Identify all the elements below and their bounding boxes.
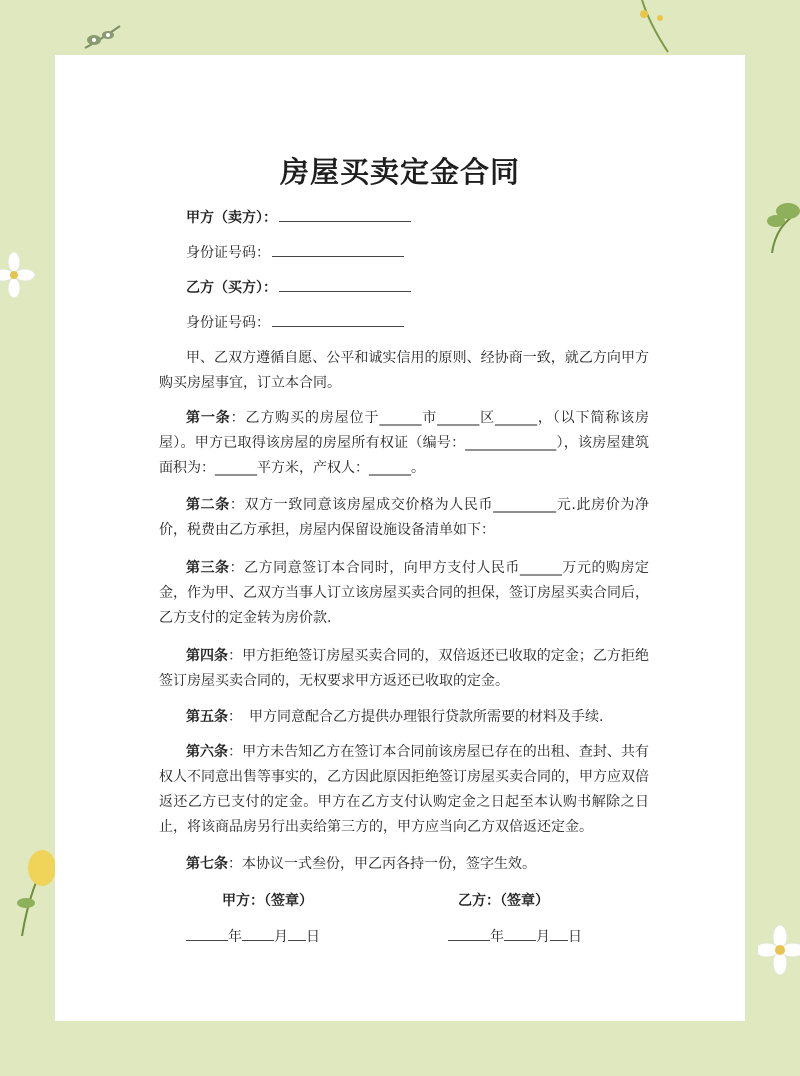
clause-heading: 第一条 [186,410,231,426]
party-a-field [186,208,411,228]
month-blank[interactable] [504,928,536,941]
month-label: 月 [536,929,550,945]
id-a-field [186,243,404,263]
clause-text: ：双方一致同意该房屋成交价格为人民币_________元.此房价为净价，税费由乙方承担，房屋内保留设施设备清单如下： [159,497,650,538]
year-label: 年 [490,929,504,945]
day-blank[interactable] [550,928,568,941]
intro-paragraph [159,346,649,396]
clause-4 [159,644,649,694]
party-a-date [186,926,320,946]
year-blank[interactable] [186,928,228,941]
flower-icon [758,925,800,975]
clause-text: ：本协议一式叁份，甲乙丙各持一份，签字生效。 [228,856,536,872]
clause-text: ：乙方同意签订本合同时，向甲方支付人民币______万元的购房定金，作为甲、乙双方当事人订立该房屋买卖合同的担保，签订房屋买卖合同后，乙方支付的定金转为房价款. [159,560,650,626]
month-blank[interactable] [242,928,274,941]
clause-5 [159,705,649,730]
day-label: 日 [568,929,582,945]
leaf-sprig-icon [80,18,130,58]
day-label: 日 [306,929,320,945]
id-a-blank[interactable] [272,244,404,257]
clause-7 [159,852,649,877]
year-label: 年 [228,929,242,945]
year-blank[interactable] [448,928,490,941]
yellow-flower-icon [10,848,56,938]
flower-icon [0,252,36,298]
clause-2 [159,493,649,543]
id-b-label: 身份证号码： [186,315,270,331]
clause-3 [159,556,649,631]
id-a-label: 身份证号码： [186,245,270,261]
id-b-field [186,313,404,333]
clause-text: ： 甲方同意配合乙方提供办理银行贷款所需要的材料及手续. [228,709,604,725]
clause-heading: 第二条 [186,497,230,513]
clause-heading: 第五条 [186,709,228,725]
intro-text: 甲、乙双方遵循自愿、公平和诚实信用的原则、经协商一致，就乙方向甲方购买房屋事宜，订立本合同。 [159,350,649,391]
clause-1 [159,406,649,481]
leaf-sprig-icon [762,195,800,255]
id-b-blank[interactable] [272,314,404,327]
party-b-label: 乙方（买方）： [186,280,277,296]
clause-heading: 第三条 [186,560,230,576]
leaf-sprig-icon [630,0,680,55]
clause-heading: 第七条 [186,856,228,872]
month-label: 月 [274,929,288,945]
clause-heading: 第六条 [186,744,229,760]
clause-text: ：甲方未告知乙方在签订本合同前该房屋已存在的出租、查封、共有权人不同意出售等事实的，乙方因此原因拒绝签订房屋买卖合同的，甲方应双倍返还乙方已支付的定金。甲方在乙方支付认购定金之日起至本认购书解除之日止，将该商品房另行出卖给第三方的，甲方应当向乙方双倍返还定金。 [159,744,649,835]
party-a-blank[interactable] [279,209,411,222]
page-title: 房屋买卖定金合同 [279,155,520,189]
clause-heading: 第四条 [186,648,229,664]
party-b-signature-label: 乙方：（签章） [458,893,549,909]
party-a-label: 甲方（卖方）： [186,210,277,226]
party-b-blank[interactable] [279,279,411,292]
party-b-field [186,278,411,298]
clause-text: ：甲方拒绝签订房屋买卖合同的，双倍返还已收取的定金；乙方拒绝签订房屋买卖合同的，无权要求甲方返还已收取的定金。 [159,648,649,689]
clause-6 [159,740,649,840]
party-b-date [448,926,582,946]
party-a-signature-label: 甲方：（签章） [222,893,313,909]
clause-text: ：乙方购买的房屋位于______市______区______，（以下简称该房屋）。甲方已取得该房屋的房屋所有权证（编号：_____________），该房屋建筑面积为：______平方米，产权人：______。 [159,410,649,476]
day-blank[interactable] [288,928,306,941]
